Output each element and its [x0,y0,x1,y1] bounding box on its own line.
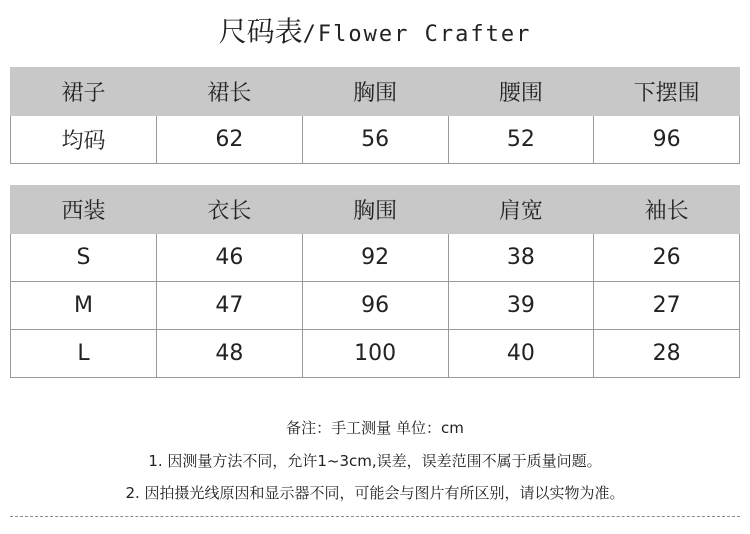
header-cell: 袖长 [594,186,740,234]
value-cell: 27 [594,282,740,330]
value-cell: 26 [594,234,740,282]
size-cell: M [11,282,157,330]
note-line-2: 2. 因拍摄光线原因和显示器不同，可能会与图片有所区别，请以实物为准。 [125,484,625,502]
header-cell: 西装 [11,186,157,234]
value-cell: 28 [594,330,740,378]
header-cell: 腰围 [448,68,594,116]
header-cell: 裙子 [11,68,157,116]
suit-size-table [10,185,740,378]
value-cell: 56 [302,116,448,164]
header-cell: 肩宽 [448,186,594,234]
table-row [11,116,740,164]
value-cell: 46 [157,234,303,282]
value-cell: 38 [448,234,594,282]
value-cell: 40 [448,330,594,378]
measurement-remark: 备注：手工测量 单位：cm [286,419,464,437]
skirt-size-table [10,67,740,164]
value-cell: 48 [157,330,303,378]
table-row [11,330,740,378]
table-row [11,282,740,330]
title-chinese: 尺码表 [218,15,303,48]
header-cell: 裙长 [157,68,303,116]
table-header-row [11,186,740,234]
value-cell: 39 [448,282,594,330]
value-cell: 96 [594,116,740,164]
value-cell: 47 [157,282,303,330]
table-header-row [11,68,740,116]
size-cell: 均码 [11,116,157,164]
note-line-1: 1. 因测量方法不同，允许1~3cm,误差，误差范围不属于质量问题。 [148,452,602,470]
table-row [11,234,740,282]
value-cell: 62 [157,116,303,164]
size-cell: S [11,234,157,282]
value-cell: 92 [302,234,448,282]
value-cell: 96 [302,282,448,330]
page-title [0,10,750,50]
title-english: /Flower Crafter [302,22,532,47]
size-cell: L [11,330,157,378]
header-cell: 下摆围 [594,68,740,116]
value-cell: 52 [448,116,594,164]
dashed-divider [10,516,740,517]
value-cell: 100 [302,330,448,378]
header-cell: 衣长 [157,186,303,234]
header-cell: 胸围 [302,186,448,234]
header-cell: 胸围 [302,68,448,116]
